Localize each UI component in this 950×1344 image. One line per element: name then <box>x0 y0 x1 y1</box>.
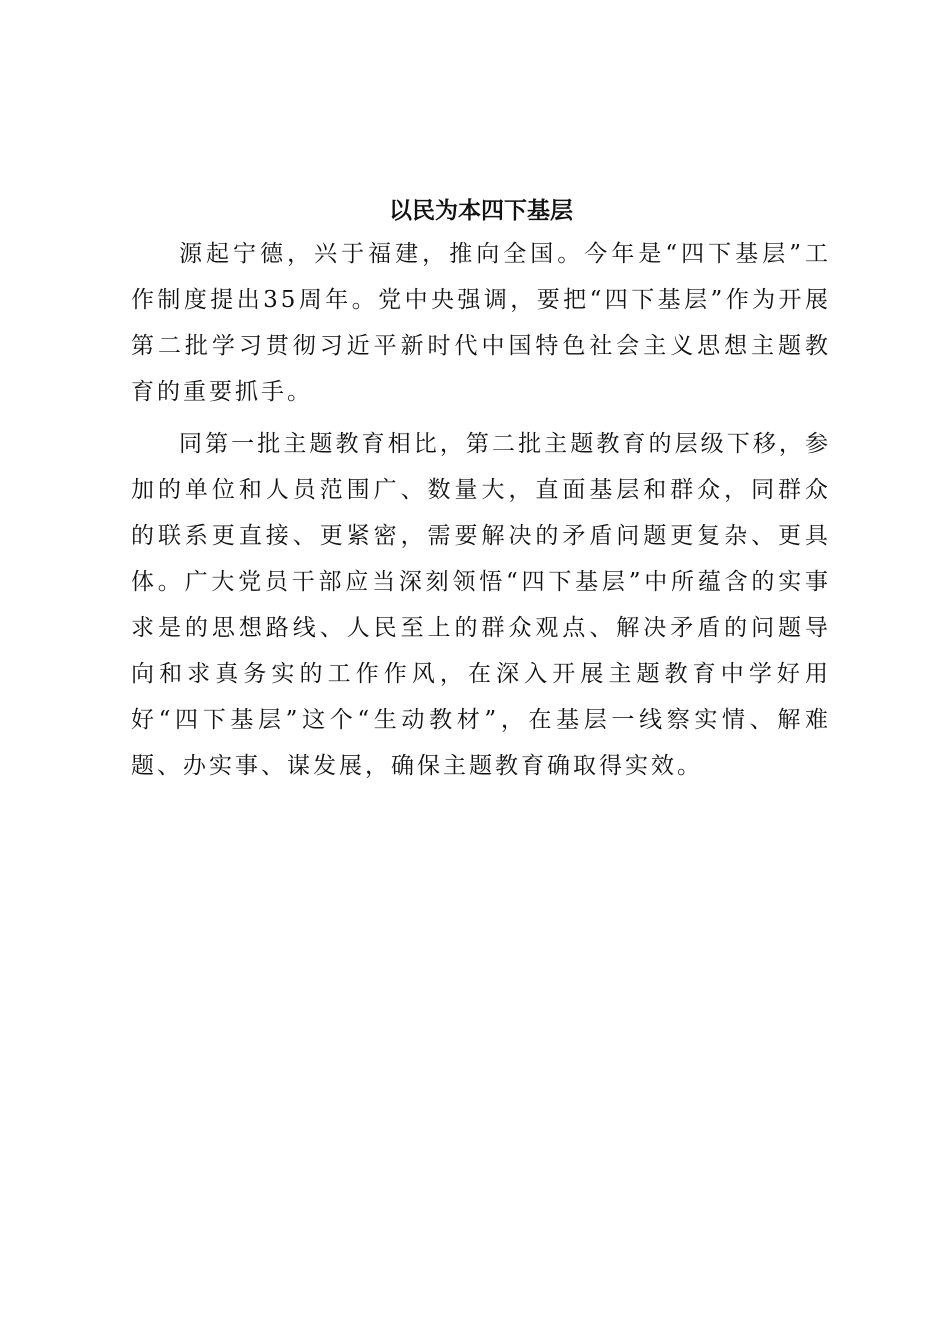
document-body <box>131 195 831 789</box>
paragraph-2: 同第一批主题教育相比，第二批主题教育的层级下移，参加的单位和人员范围广、数量大，直面基层和群众，同群众的联系更直接、更紧密，需要解决的矛盾问题更复杂、更具体。广大党员干部应当深刻领悟“四下基层”中所蕴含的实事求是的思想路线、人民至上的群众观点、解决矛盾的问题导向和求真务实的工作作风，在深入开展主题教育中学好用好“四下基层”这个“生动教材”，在基层一线察实情、解难题、办实事、谋发展，确保主题教育确取得实效。 <box>131 431 831 779</box>
paragraph-1: 源起宁德，兴于福建，推向全国。今年是“四下基层”工作制度提出35周年。党中央强调，要把“四下基层”作为开展第二批学习贯彻习近平新时代中国特色社会主义思想主题教育的重要抓手。 <box>131 241 831 405</box>
document-title: 以民为本四下基层 <box>389 197 573 224</box>
